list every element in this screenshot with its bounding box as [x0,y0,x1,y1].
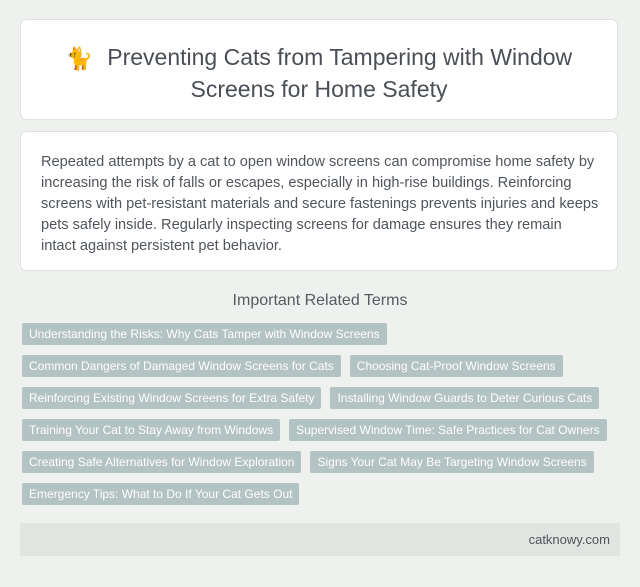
related-term-tag[interactable]: Creating Safe Alternatives for Window Exploration [22,451,301,473]
footer-site-link[interactable]: catknowy.com [528,532,610,547]
description-card [20,131,618,271]
footer [20,523,620,556]
related-term-tag[interactable]: Training Your Cat to Stay Away from Windows [22,419,280,441]
related-term-tag[interactable]: Common Dangers of Damaged Window Screens for Cats [22,355,341,377]
page-title [21,42,617,104]
related-term-tag[interactable]: Understanding the Risks: Why Cats Tamper with Window Screens [22,323,387,345]
title-card [20,19,618,120]
related-terms-list [22,323,614,505]
related-term-tag[interactable]: Reinforcing Existing Window Screens for Extra Safety [22,387,321,409]
related-term-tag[interactable]: Signs Your Cat May Be Targeting Window Screens [310,451,593,473]
related-terms-heading: Important Related Terms [232,292,408,309]
cat-icon: 🐈 [65,46,94,71]
related-term-tag[interactable]: Installing Window Guards to Deter Curious Cats [330,387,599,409]
related-term-tag[interactable]: Supervised Window Time: Safe Practices for Cat Owners [289,419,606,441]
related-term-tag[interactable]: Choosing Cat-Proof Window Screens [350,355,563,377]
related-term-tag[interactable]: Emergency Tips: What to Do If Your Cat Gets Out [22,483,299,505]
description-text: Repeated attempts by a cat to open window screens can compromise home safety by increasing the risk of falls or escapes, especially in high-rise buildings. Reinforcing screens with pet-resistant materials and secure fastenings prevents injuries and keeps pets safely inside. Regularly inspecting screens for damage ensures they remain intact against persistent pet behavior. [41,154,599,254]
page-title-text: Preventing Cats from Tampering with Window Screens for Home Safety [107,44,573,102]
